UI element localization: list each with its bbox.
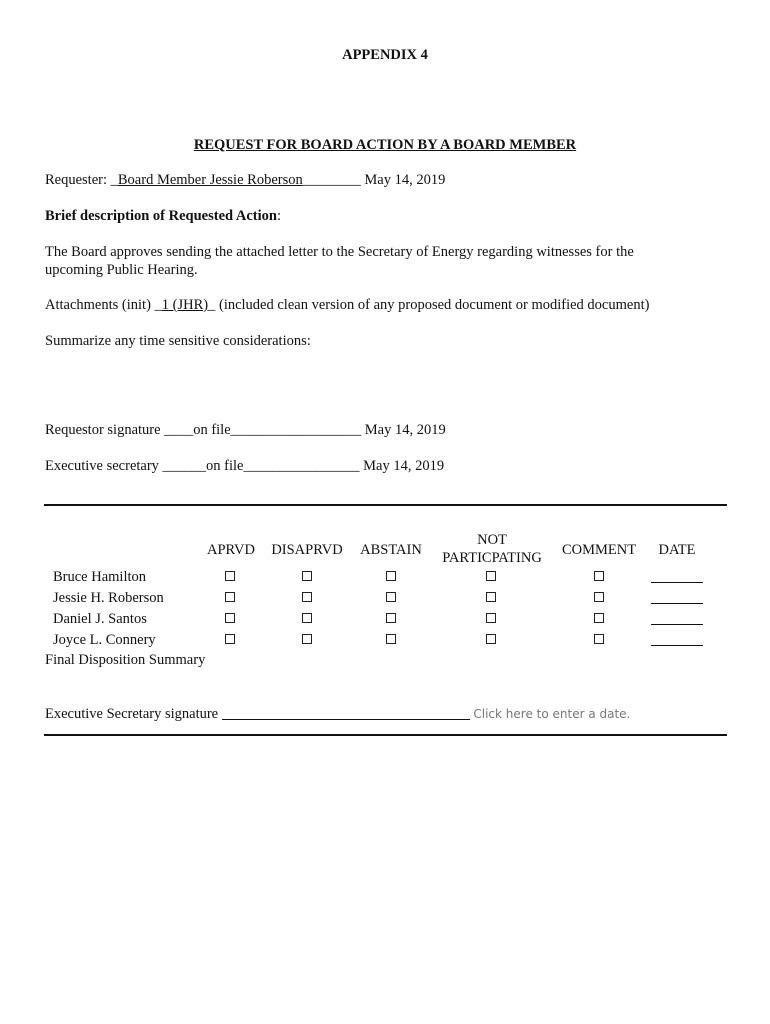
requester-date[interactable]: May 14, 2019 bbox=[364, 172, 446, 188]
time-sensitive-label: Summarize any time sensitive considerations: bbox=[45, 333, 311, 349]
attachments-line bbox=[45, 297, 649, 314]
section-divider-bottom bbox=[44, 734, 727, 736]
brief-description-text-line1[interactable]: The Board approves sending the attached letter to the Secretary of Energy regarding witnesses for the bbox=[45, 244, 634, 260]
checkbox-aprvd[interactable] bbox=[225, 571, 235, 581]
checkbox-abstain[interactable] bbox=[386, 613, 396, 623]
col-header-disaprvd: DISAPRVD bbox=[271, 542, 343, 558]
checkbox-disaprvd[interactable] bbox=[302, 634, 312, 644]
executive-secretary-line bbox=[45, 458, 444, 475]
brief-description-colon: : bbox=[276, 208, 282, 224]
checkbox-aprvd[interactable] bbox=[225, 613, 235, 623]
checkbox-not-participating[interactable] bbox=[486, 634, 496, 644]
appendix-title: APPENDIX 4 bbox=[342, 47, 428, 63]
col-header-abstain: ABSTAIN bbox=[360, 542, 422, 558]
attachments-note: _ (included clean version of any proposed document or modified document) bbox=[208, 297, 650, 313]
member-name: Daniel J. Santos bbox=[53, 611, 147, 627]
requester-label: Requester: _ bbox=[45, 172, 118, 188]
member-name: Jessie H. Roberson bbox=[53, 590, 164, 606]
checkbox-abstain[interactable] bbox=[386, 634, 396, 644]
requestor-signature-date[interactable]: May 14, 2019 bbox=[364, 422, 446, 438]
col-header-not-line1: NOT bbox=[477, 532, 507, 548]
checkbox-aprvd[interactable] bbox=[225, 634, 235, 644]
checkbox-disaprvd[interactable] bbox=[302, 571, 312, 581]
checkbox-comment[interactable] bbox=[594, 592, 604, 602]
exec-sec-date-placeholder[interactable]: Click here to enter a date. bbox=[473, 707, 631, 721]
member-name: Bruce Hamilton bbox=[53, 569, 147, 585]
requestor-signature-line bbox=[45, 422, 446, 439]
attachments-value[interactable]: 1 (JHR) bbox=[161, 297, 209, 313]
checkbox-not-participating[interactable] bbox=[486, 613, 496, 623]
col-header-not-line2: PARTICPATING bbox=[442, 550, 542, 566]
final-disposition-summary: Final Disposition Summary bbox=[45, 652, 206, 668]
checkbox-aprvd[interactable] bbox=[225, 592, 235, 602]
brief-description-text-line2[interactable]: upcoming Public Hearing. bbox=[45, 262, 198, 278]
executive-secretary-label[interactable]: Executive secretary ______on file________________ bbox=[45, 458, 360, 474]
exec-sec-signature-field[interactable] bbox=[222, 705, 470, 720]
date-field[interactable] bbox=[651, 603, 703, 604]
date-field[interactable] bbox=[651, 645, 703, 646]
exec-sec-signature-line bbox=[45, 705, 630, 723]
checkbox-comment[interactable] bbox=[594, 571, 604, 581]
member-name: Joyce L. Connery bbox=[53, 632, 156, 648]
requester-line bbox=[45, 172, 445, 189]
checkbox-comment[interactable] bbox=[594, 634, 604, 644]
section-divider-top bbox=[44, 504, 727, 506]
executive-secretary-date[interactable]: May 14, 2019 bbox=[363, 458, 445, 474]
requestor-signature-label[interactable]: Requestor signature ____on file__________________ bbox=[45, 422, 362, 438]
requester-name[interactable]: Board Member Jessie Roberson bbox=[117, 172, 303, 188]
date-field[interactable] bbox=[651, 582, 703, 583]
checkbox-abstain[interactable] bbox=[386, 571, 396, 581]
checkbox-abstain[interactable] bbox=[386, 592, 396, 602]
checkbox-not-participating[interactable] bbox=[486, 571, 496, 581]
col-header-not-participating bbox=[432, 531, 552, 567]
col-header-comment: COMMENT bbox=[561, 542, 637, 558]
exec-sec-signature-label: Executive Secretary signature bbox=[45, 706, 219, 722]
checkbox-comment[interactable] bbox=[594, 613, 604, 623]
col-header-date: DATE bbox=[658, 542, 696, 558]
date-field[interactable] bbox=[651, 624, 703, 625]
checkbox-not-participating[interactable] bbox=[486, 592, 496, 602]
attachments-label: Attachments (init) _ bbox=[45, 297, 162, 313]
requester-trailing: ________ bbox=[302, 172, 361, 188]
checkbox-disaprvd[interactable] bbox=[302, 592, 312, 602]
form-title: REQUEST FOR BOARD ACTION BY A BOARD MEMBER bbox=[193, 137, 577, 153]
col-header-aprvd: APRVD bbox=[207, 542, 255, 558]
brief-description-heading bbox=[45, 208, 281, 225]
checkbox-disaprvd[interactable] bbox=[302, 613, 312, 623]
brief-description-label: Brief description of Requested Action bbox=[45, 208, 277, 224]
